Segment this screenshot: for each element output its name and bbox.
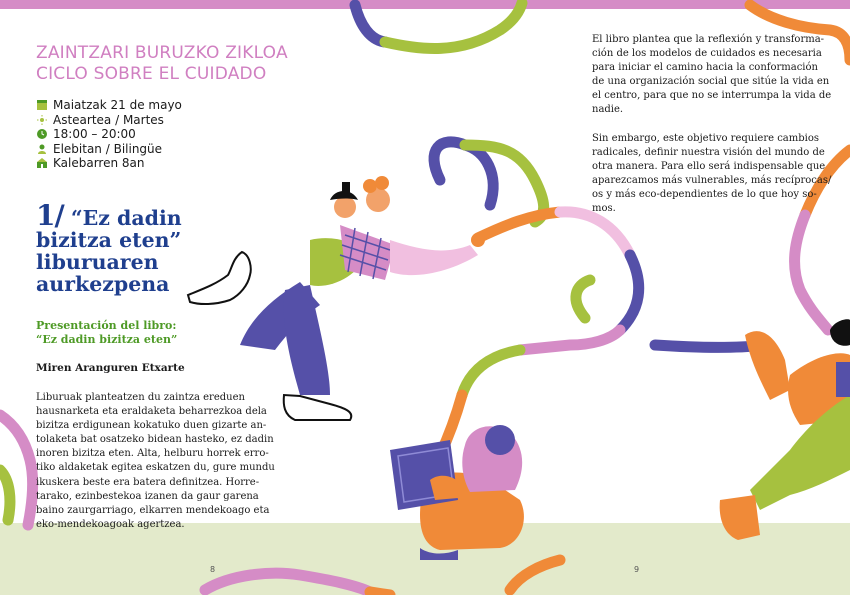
text-line: de una organización social que sitúe la vida en bbox=[592, 76, 830, 88]
series-title-spanish: CICLO SOBRE EL CUIDADO bbox=[36, 64, 267, 84]
text-line: ikuskera beste era batera definitzea. Horre- bbox=[36, 476, 260, 488]
walking-figure bbox=[188, 176, 485, 420]
speaker-name: Miren Aranguren Etxarte bbox=[36, 362, 185, 374]
text-line: bizitza erdigunean kokatuko duen gizarte an- bbox=[36, 420, 267, 432]
session-title-line-4: aurkezpena bbox=[36, 272, 170, 296]
event-details bbox=[37, 98, 182, 171]
event-language bbox=[37, 142, 182, 157]
event-weekday-text: Asteartea / Martes bbox=[53, 112, 164, 127]
text-line: para iniciar el camino hacia la conformación bbox=[592, 62, 818, 74]
text-line: otra manera. Para ello será indispensable que bbox=[592, 160, 826, 172]
paragraph bbox=[592, 33, 832, 118]
series-title bbox=[36, 43, 288, 85]
body-text-basque bbox=[36, 391, 275, 532]
event-weekday bbox=[37, 113, 182, 128]
text-line: hausnarketa eta eraldaketa beharrezkoa dela bbox=[36, 406, 267, 418]
text-line: mos. bbox=[592, 203, 616, 215]
clock-icon bbox=[37, 129, 47, 139]
event-date bbox=[37, 98, 182, 113]
location-icon bbox=[37, 158, 47, 168]
text-line: nadie. bbox=[592, 104, 624, 116]
speaker-language-icon bbox=[37, 144, 47, 154]
text-line: tiko aldaketak egitea eskatzen du, gure mundu bbox=[36, 462, 275, 474]
event-language-text: Elebitan / Bilingüe bbox=[53, 141, 163, 156]
session-title-line-3: liburuaren bbox=[36, 250, 159, 274]
event-time-text: 18:00 – 20:00 bbox=[53, 127, 136, 142]
sun-icon bbox=[37, 115, 47, 125]
text-line: radicales, definir nuestra visión del mundo de bbox=[592, 146, 825, 158]
sitting-figure bbox=[390, 425, 524, 560]
page-number-right: 9 bbox=[634, 565, 640, 574]
text-line: Sin embargo, este objetivo requiere cambios bbox=[592, 132, 819, 144]
text-line: inoren bizitza eten. Alta, helburu horrek erro- bbox=[36, 448, 269, 460]
series-title-basque: ZAINTZARI BURUZKO ZIKLOA bbox=[36, 43, 288, 63]
body-text-spanish bbox=[592, 33, 832, 216]
session-title-line-1: 1/ “Ez dadin bbox=[36, 199, 182, 232]
text-line: tarako, ezinbestekoa izanen da gaur garena bbox=[36, 490, 259, 502]
text-line: aparezcamos más vulnerables, más recíprocas/ bbox=[592, 174, 832, 186]
session-title bbox=[36, 199, 182, 296]
session-subtitle-line: Presentación del libro: bbox=[36, 319, 177, 332]
event-date-text: Maiatzak 21 de mayo bbox=[53, 98, 182, 113]
text-line: el centro, para que no se interrumpa la vida de bbox=[592, 90, 832, 102]
event-time bbox=[37, 127, 182, 142]
text-line: El libro plantea que la reflexión y transforma- bbox=[592, 34, 825, 45]
text-line: ción de los modelos de cuidados es necesaria bbox=[592, 48, 822, 60]
text-line: Liburuak planteatzen du zaintza ereduen bbox=[36, 392, 245, 403]
event-location bbox=[37, 156, 182, 171]
text-line: baino zaurgarriago, elkarren mendekoago eta bbox=[36, 504, 270, 516]
session-title-line-2: bizitza eten” bbox=[36, 228, 182, 252]
session-number: 1/ bbox=[36, 199, 64, 232]
paragraph bbox=[592, 132, 832, 217]
session-subtitle-line: “Ez dadin bizitza eten” bbox=[36, 333, 178, 346]
calendar-icon bbox=[37, 100, 47, 110]
session-subtitle bbox=[36, 319, 177, 347]
text-line: tolaketa bat osatzeko bidean hasteko, ez dadin bbox=[36, 434, 274, 446]
event-location-text: Kalebarren 8an bbox=[53, 156, 145, 171]
page-number-left: 8 bbox=[210, 565, 216, 574]
text-line: eko-mendekoagoak agertzea. bbox=[36, 518, 185, 530]
text-line: os y más eco-dependientes de lo que hoy so- bbox=[592, 188, 817, 200]
